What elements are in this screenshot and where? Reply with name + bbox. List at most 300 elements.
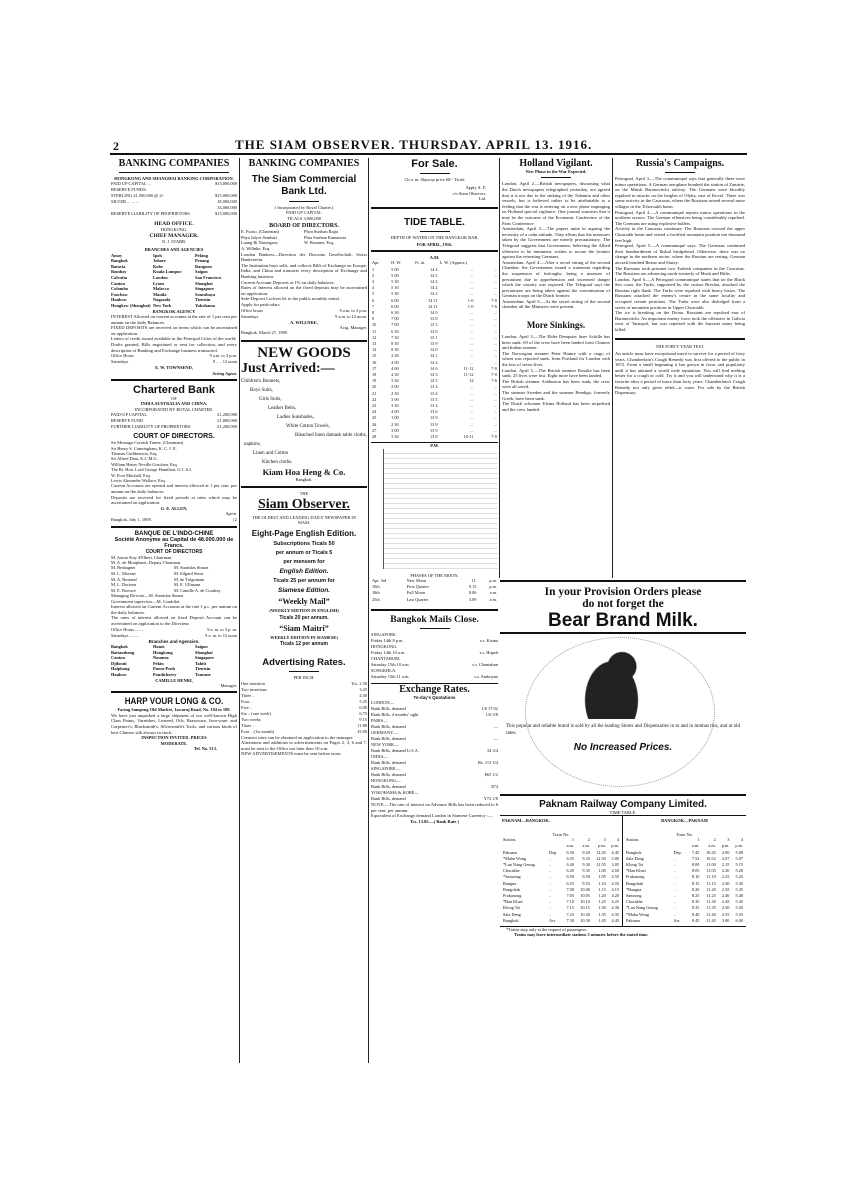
timetable-row-cell: 12.45 [596, 849, 606, 855]
moon-title: PHASES OF THE MOON. [410, 572, 459, 578]
branch: Colombo [111, 286, 129, 292]
tide-row-cell: 15 [372, 353, 377, 359]
court-heading: COURT OF DIRECTORS. [133, 433, 215, 441]
shop-telephone: Tel. No. 513. [193, 745, 217, 751]
director: Lewis Alexander Wallace, Esq. [111, 478, 166, 483]
exchange-rate-label: INDIA— [371, 754, 388, 760]
paragraph: The Norwegian steamer Peter Hamre with a cargo of wheat was reported sunk, from Portland for London with the loss of seven lives. [502, 350, 610, 368]
branch: Tientsin [195, 297, 211, 303]
tide-row-cell: ... [470, 403, 474, 409]
director: Phya Suriban Rajia [304, 229, 338, 235]
tide-row-cell: ... [493, 316, 497, 322]
bank-name: BANQUE DE L'INDO-CHINE [134, 530, 214, 537]
tide-row-cell: ... [470, 396, 474, 402]
apply-line: Apply A. F. [465, 185, 486, 191]
tide-row-cell: ... [470, 340, 474, 346]
director: Luang Ri Narongron [241, 240, 278, 246]
tide-row-cell: ... [493, 291, 497, 297]
rate-label: Three .. [241, 692, 255, 698]
timetable-row-cell: 8.30 [691, 899, 700, 905]
timetable-row-cell: 11.15 [706, 880, 716, 886]
paragraph: The British steamer Ashburton has been sunk; the crew were all saved. [502, 378, 610, 390]
timetable-row-cell: .. [673, 893, 676, 899]
timetable-row-cell: 4.35 [611, 911, 619, 917]
branch: Yokohama [195, 302, 216, 308]
bank-name: HONGKONG AND SHANGHAI BANKING CORPORATION. [114, 176, 234, 181]
timetable-bangkok-paknam [623, 816, 746, 926]
mail-value: s.s. Hupeh [479, 649, 498, 655]
timetable-paknam-bangkok [500, 816, 623, 926]
director: M. Edgard Stern [174, 571, 204, 576]
timetable-row-cell: .. [549, 905, 552, 911]
capital-line-label: PAID UP CAPITAL ... [111, 181, 151, 187]
for-sale-text: Ch a. m. Slipway price 60/- Ticals [404, 177, 465, 182]
timetable-row-cell: 9.50 [582, 874, 590, 880]
tide-row-cell: 6 00 [391, 303, 399, 309]
timetable-footnote: *Trains stop only at the request of passengers. [500, 926, 746, 932]
rate-label: Two insertions [241, 686, 267, 692]
timetable-row-cell: 1.10 [598, 880, 606, 886]
hours-value: 9 a.m. to 3 p.m. [339, 307, 367, 313]
paragraph: The Institution buys sells, and collects Bills of Exchange on Europe, India, and China and transacts every description of Exchange and Banking business. [241, 262, 367, 279]
timetable-row-cell: 10.15 [580, 905, 590, 911]
tide-row-cell: 7 30 [391, 334, 399, 340]
article-title: Holland Vigilant. [519, 158, 593, 169]
mail-label: HONGKONG. [371, 643, 398, 649]
rate-value: Tcs. 2.50 [351, 680, 367, 686]
tide-row-cell: 2 00 [391, 384, 399, 390]
tide-row-cell: 5 00 [391, 266, 399, 272]
bear-illustration [500, 634, 746, 724]
paragraph: Petrograd, April 5.—A communiqué says: The Germans continued their bombardment of Ikskul bridgehead. Otherwise, there was no change in the northern sector, where the Russian are resting. German aircraft bombed Rezno and Slutzy. [615, 243, 745, 265]
branch: Hankow [111, 297, 127, 303]
shop-name: HARP VOUR LONG & CO. [124, 696, 224, 708]
tide-row-cell: ... [493, 285, 497, 291]
timetable-row-cell: 6.30 [566, 849, 574, 855]
tide-month: FOR APRIL, 1916. [416, 242, 453, 248]
paragraph: London, April 2.—British newspapers, discussing what the Dutch newspapers telegraphed yesterday, are agreed that it is not due to the sinking of the Tubantia and other vessels, but is believed rather to be attributable to a feeling that the war is entering on a new phase impinging on Holland special vigilance. One journal surmises that it may be the outcome of the Economic Conference of the Paris Conference. [502, 181, 610, 226]
tide-row-cell: 4 00 [391, 409, 399, 415]
capital-lines [111, 412, 237, 430]
timetable-row-cell: .. [673, 855, 676, 861]
tide-row-cell: ... [470, 409, 474, 415]
signer: E. W. TOWNSEND, [155, 365, 193, 371]
timetable-row-cell: 6.55 [566, 880, 574, 886]
branch: Hanoi [153, 643, 165, 649]
tide-row-cell: 11-12 [463, 365, 474, 371]
ad-brand: Bear Brand Milk. [500, 610, 746, 634]
hours-value: 9 a. m. to 12 noon [205, 632, 237, 638]
timetable-row-cell: Sala Deng [626, 855, 644, 861]
timetable-row-cell: 1.15 [598, 886, 606, 892]
timetable-row-cell: *Ban Kluei [626, 868, 646, 874]
timetable-row-cell: 7.00 [566, 886, 574, 892]
branch: Tahiti [195, 660, 207, 666]
timetable-row-cell: 8.25 [691, 893, 700, 899]
exchange-rate-value: $74 [491, 784, 498, 790]
tide-row-cell: 20 [372, 384, 377, 390]
tide-column-header: L. W. (Approx.) [439, 260, 468, 266]
paragraph: London, April 6.—A Petrograd communiqué states that on the Black Sea coast, the Turks, supported by the cruiser Breslau, attacked the Russian right flank. The Turks were repulsed with heavy losses. The Russians attacked the enemy's centre in the same locality and occupied certain positions. The Turks were also dislodged from a series of mountain positions in Upper Choroukh. [615, 276, 745, 310]
exchange-bank-rate: Tcs. 13.05.—( Bank Rate ) [410, 819, 459, 825]
capital-line-label: RESERVE FUNDS. [111, 187, 147, 193]
timetable-row-cell: *Lan Nang Geung [503, 862, 535, 868]
branch: Canton [111, 280, 125, 286]
director: Sir Henry S. Cunningham, K. C. I. E. [111, 445, 177, 451]
tide-row-cell: 17 [372, 365, 377, 371]
observer-name: Siam Observer. [257, 496, 351, 512]
timetable-row-cell: 10.20 [580, 911, 590, 917]
train-number: 2 [587, 837, 590, 843]
timetable-row-cell: 2.25 [721, 874, 730, 880]
exchange-rate-value: $65 1/2 [484, 772, 498, 778]
tide-row-cell: ... [493, 384, 497, 390]
tide-row-cell: ... [493, 272, 497, 278]
tide-row-cell: 3 30 [391, 353, 399, 359]
tide-row-cell: 8 [372, 309, 375, 315]
branch: Penang [195, 258, 209, 264]
tide-row-cell: 13 9 [430, 340, 438, 346]
tide-row-cell: 7-6 [491, 378, 497, 384]
exchange-title: Exchange Rates. [371, 683, 498, 695]
moon-row [371, 597, 498, 603]
capital-line-value: £1,200,000 [217, 424, 237, 430]
office-hours [241, 308, 367, 320]
agency-title: BANGKOK AGENCY [152, 308, 196, 314]
am-label: A.M. [429, 254, 440, 260]
paragraph: The steamer Sweden and the steamer Bendigo, formerly Greek, have been sunk. [502, 390, 610, 401]
timetable-row-cell: 5.40 [735, 893, 743, 899]
tide-row-cell: 22 [372, 396, 377, 402]
article-title: More Sinkings. [526, 320, 586, 331]
time-unit: p.m. [598, 843, 606, 849]
timetable-row-cell: 6.50 [566, 874, 574, 880]
timetable-row-cell: 10.30 [580, 917, 590, 923]
timetable-row-cell: 4.15 [611, 886, 619, 892]
timetable-row-cell: .. [549, 893, 552, 899]
goods-item: Girls Suits, [259, 396, 282, 402]
director: Phra Suriban Kamanora [304, 234, 347, 240]
hours-label: Office Hours [111, 353, 134, 359]
tide-row-cell: 14 1 [430, 353, 438, 359]
exchange-subtitle: To-day's Quotations [413, 694, 456, 700]
chair-list [111, 555, 237, 566]
timetable-row-cell: 8.15 [691, 880, 700, 886]
branch: Batavia [111, 263, 126, 269]
timetable-heading: PAKNAM—BANGKOK. [502, 818, 550, 824]
mail-label: SINGAPORE. [371, 631, 397, 637]
moon-row-cell: Full Moon [406, 590, 426, 596]
tide-row-cell: ... [470, 415, 474, 421]
timetable-row-cell: Dep. [673, 849, 682, 855]
mail-value: s.s. Amboyna [474, 673, 498, 679]
timetable-row-cell: 2.30 [721, 880, 730, 886]
branch: Pondicherry [153, 671, 177, 677]
mail-label: Saturday 15th 11 a.m. [371, 673, 410, 679]
timetable-row-cell: 4.45 [611, 849, 619, 855]
mail-label: CHANTABURI. [371, 655, 401, 661]
tide-row-cell: 7-0 [491, 372, 497, 377]
directors-list [111, 565, 237, 593]
branch: Lyons [153, 280, 165, 286]
apply-line: c/o Siam Observer, [452, 190, 486, 196]
article-subtitle: New Phase in the War Expected. [525, 169, 587, 174]
timetable-row-cell: *Maha Wong [503, 855, 527, 861]
tide-row-cell: 14 [372, 347, 377, 353]
tide-row-cell: 9 [372, 316, 375, 322]
shop-paragraph: We have just unpacked a large shipment of our well-known High Class Paints, Varnishes, Linseed, Oils, Brassware, Iron-ware, and Carpenter's, Blacksmith's, Silversmith's Tools, and various kinds of best Chinese silk always in stock. [111, 712, 237, 735]
ad-slogan: No Increased Prices. [573, 742, 673, 753]
timetable-row-cell: 8.10 [691, 874, 700, 880]
tide-row-cell: 13 4 [430, 390, 438, 396]
tide-row-cell: 1 00 [391, 415, 399, 421]
column-4 [502, 158, 610, 578]
tide-row-cell: ... [493, 403, 497, 409]
paragraph: Alterations and additions to advertisements on Pages 2, 3, 6 and 7, must be sent to the Office not later than 10 a.m. [241, 740, 367, 751]
tide-row-cell: 1-0 [467, 303, 474, 309]
moon-row-cell: a.m. [489, 596, 497, 602]
tide-row-cell: 4 [372, 285, 375, 291]
rate-value: 3.25 [359, 686, 367, 692]
timetable-row-cell: 2.07 [721, 855, 730, 861]
seller-city: Bangkok. [295, 476, 313, 482]
article-body [615, 176, 745, 333]
moon-row-cell: First Quarter [406, 584, 429, 590]
timetable-row-cell: Klong Toi [626, 862, 644, 868]
tide-row-cell: 21 [372, 390, 377, 396]
timetable-row-cell: 6.45 [566, 868, 574, 874]
chief-manager-name: N. J. STABB. [161, 238, 187, 244]
timetable-row-cell: 10.52 [706, 855, 716, 861]
timetable-row-cell: Bangkok [503, 917, 519, 923]
page-number: 2 [113, 139, 119, 153]
timetable-row-cell: 4.50 [611, 868, 619, 874]
exchange-rate-label: Bank Bills, demand [371, 772, 406, 778]
timetable-row-cell: 4.30 [611, 905, 619, 911]
exchange-rate-label: LONDON— [371, 700, 394, 706]
timetable-row-cell: 6.35 [566, 855, 574, 861]
timetable-row-cell: Chorakhe [503, 868, 520, 874]
timetable-row-cell: .. [549, 862, 552, 868]
timetable-row-cell: Paknam [626, 917, 640, 923]
mails-list [371, 632, 498, 680]
tide-row-cell: 14 2 [430, 291, 438, 297]
branch: Johore [153, 258, 166, 264]
tide-row-cell: 7 00 [391, 322, 399, 328]
column-rule [368, 158, 369, 1063]
tide-row-cell: 7-0 [491, 297, 497, 303]
tide-row-cell: 13 9 [430, 415, 438, 421]
mail-label: SONGKHLA. [371, 667, 397, 673]
time-unit: a.m. [708, 843, 716, 849]
timetable-row-cell: 9.30 [582, 862, 590, 868]
timetable-row-cell: 5.50 [735, 905, 743, 911]
paragraph: Current Accounts are opened and interest allowed at 1 per cent. per annum on the daily balances. [111, 483, 237, 494]
station-header: Station. [626, 837, 640, 843]
hours-value: 9 a.m. to 3 p.m. [209, 353, 237, 359]
timetable-row-cell: .. [549, 874, 552, 880]
timetable-row-cell: 3.05 [611, 862, 619, 868]
timetable-row-cell: 6.00 [735, 917, 743, 923]
bank-region: INDIA AUSTRALIA AND CHINA. [140, 401, 208, 407]
capital-line-value: $15,000,000 [215, 211, 237, 217]
director: M. Aaron Stoy d'Elbert, Chairman. [111, 554, 173, 560]
goods-item: Kitchen cloths. [262, 459, 293, 465]
paragraph: Drafts granted, Bills negotiated or sent for collection, and every description of Banking and Exchange business transacted. [111, 341, 237, 353]
train-no-label: Train No. [676, 831, 693, 837]
branch: San Francisco [195, 275, 222, 280]
timetable-row-cell: 3.00 [611, 855, 619, 861]
paragraph: Amsterdam, April 4.—After a secret sitting of the second Chamber, the Government issued a statement regarding the suspension of furloughs, being a measure of precaution due to apprehension and increased danger which the country was exposed. The Telegraaf says the precautions are being taken against the concentration of German troops on the Dutch frontier. [502, 259, 610, 299]
tide-row-cell: 16 [372, 359, 377, 365]
timetable-row-cell: 4.25 [611, 899, 619, 905]
tide-row-cell: 13 1 [430, 334, 438, 340]
signer-title: Manager. [220, 682, 237, 688]
tide-row-cell: 27 [372, 427, 377, 433]
mail [371, 674, 498, 680]
timetable-row-cell: .. [673, 862, 676, 868]
paragraph: Deposits are received for fixed periods at rates which may be ascertained on application. [111, 494, 237, 506]
timetable-row-cell: 5.25 [735, 874, 743, 880]
branch: Sourabaya [195, 291, 216, 297]
director: A. Willnke, Esq. [241, 246, 271, 251]
timetable-row-cell: 8.20 [691, 886, 700, 892]
timetable-row-cell: 2.00 [721, 849, 730, 855]
tide-row-cell: 2 [372, 272, 375, 278]
timetable-row-cell: 12.55 [596, 862, 606, 868]
branch: Ipoh [153, 252, 162, 258]
director: W. Brunner, Esq. [304, 240, 335, 246]
goods-item: napkins, [244, 441, 261, 447]
tide-row-cell: ... [470, 353, 474, 359]
timetable-row-cell: 2.40 [721, 893, 730, 899]
tide-row-cell: 2 30 [391, 421, 399, 427]
timetable-row-cell: 12.50 [596, 855, 606, 861]
tide-column-header: H. W. [391, 260, 402, 266]
managers-list [111, 593, 237, 604]
tide-row-cell: 5 30 [391, 278, 399, 284]
subscription-line: Subscriptions Ticals 50 [273, 541, 335, 548]
bank-of: OF [171, 395, 177, 401]
timetable-row-cell: 3.00 [721, 917, 730, 923]
timetable-row-cell: Sala Deng [503, 911, 521, 917]
capital-line-label: RESERVE FUND [111, 418, 144, 424]
timetable-row-cell: 2.15 [721, 862, 730, 868]
director: E. Fiorio, (Chairman) [241, 229, 280, 235]
shop-note: MODERATE. [160, 740, 188, 746]
subscription-line: per annum or Ticals 5 [275, 550, 333, 557]
exchange-rate-label: Bank Bills, demand [371, 784, 406, 790]
tide-row-cell: ... [470, 266, 474, 272]
date: Bangkok, March 27, 1909. [241, 330, 289, 336]
tide-row-cell: 5 00 [391, 272, 399, 278]
paragraph: Rates of Interest allowed on the fixed deposits may be ascertained on application. [241, 285, 367, 296]
exchange-rate-label: Bank Bills, demand [371, 736, 406, 742]
branches-title: BRANCHES AND AGENCIES [144, 247, 204, 253]
timetable-row-cell: *Samrong [503, 874, 521, 880]
mail-label: Friday 14th 10 a.m. [371, 649, 406, 655]
branch: Pnom-Penh [153, 666, 175, 672]
timetable-row-cell: 7.15 [566, 905, 574, 911]
column-5 [615, 158, 745, 578]
capital-label: PAID UP CAPITAL [286, 210, 322, 216]
director: The Rt. Hon. Lord George Hamilton, G.C.S.I. [111, 467, 192, 473]
exchange-rate-label: Bank Bills, demand [371, 724, 406, 730]
timetable-row-cell: 8.35 [691, 905, 700, 911]
timetable-row-cell: 7.23 [566, 911, 574, 917]
tide-row-cell: 13 6 [430, 409, 438, 415]
paragraph: Amsterdam, April 6.—At the secret sitting of the second chamber all the Ministers were present. [502, 298, 610, 310]
timetable-row-cell: .. [549, 899, 552, 905]
tide-row-cell: 8 30 [391, 347, 399, 353]
moon-row-cell: 8.06 [468, 590, 477, 596]
timetable-row-cell: 9.20 [582, 849, 590, 855]
ad-headline: Just Arrived:— [241, 360, 335, 376]
article-body [502, 334, 610, 412]
signer-title: Actg. Manager. [339, 324, 367, 330]
rates-table [241, 681, 367, 735]
director: Thomas Cuthbertson, Esq. [111, 450, 158, 456]
tide-row-cell: 3 00 [391, 427, 399, 433]
timetable-row-cell: 2.20 [721, 868, 730, 874]
exchange-rate-label: PARIS— [371, 718, 388, 724]
branch: Calcutta [111, 275, 128, 280]
exchange-rate-label: Bank Bills, 4 months' sight [371, 712, 419, 718]
timetable-row-cell: 8.40 [691, 911, 700, 917]
apply-line: Ltd. [478, 196, 486, 202]
timetable-row-cell: Klong Toi [503, 905, 521, 911]
rate-label: Five .. [241, 704, 253, 710]
time-unit: p.m. [611, 843, 619, 849]
manager: Government supervisor—M. Coudrilat [111, 598, 180, 604]
timetable-row-cell: 7.45 [691, 849, 700, 855]
tide-row-cell: 19 [372, 378, 377, 384]
tide-row-cell: ... [493, 353, 497, 359]
branch: Peking [195, 252, 208, 258]
rate-value: 9.15 [359, 716, 367, 722]
timetable-row-cell: Prakanong [626, 874, 645, 880]
tide-row-cell: ... [470, 390, 474, 396]
tide-row-cell: ... [493, 340, 497, 346]
tide-row-cell: 14 0 [430, 309, 438, 315]
moon-row-cell: 11. [471, 578, 477, 584]
tide-row-cell: ... [470, 359, 474, 365]
paragraph: London, April 3.—The Elder Dempster liner Achille has been sunk. 69 of the crew have been landed from Chinese and Indian seamen. [502, 334, 610, 351]
timetable-row-cell: 5.15 [735, 862, 743, 868]
director: M. Camille A. de Coudray [174, 587, 221, 593]
tide-row-cell: ... [470, 384, 474, 390]
branch: Saigon [195, 269, 208, 275]
tide-row-cell: ... [470, 322, 474, 328]
bank-incorporation: INCORPORATED BY ROYAL CHARTER. [134, 406, 214, 412]
branch: Battambong [111, 649, 135, 655]
paragraph: London, April 5.—The British steamer Rosalie has been sunk. 25 lives were lost. Eight more have been landed. [502, 367, 610, 379]
timetable-row-cell: 11.05 [706, 868, 716, 874]
branch: Manila [153, 291, 167, 297]
timetable-row-cell: .. [549, 886, 552, 892]
tide-row-cell: ... [493, 390, 497, 396]
moon-row-cell: p.m. [489, 578, 497, 584]
branch: Noumea [153, 655, 169, 661]
tide-row-cell: 18 [372, 372, 377, 377]
timetable-row-cell: .. [549, 868, 552, 874]
tide-row-cell: 11-12 [463, 372, 474, 377]
timetable-row-cell: 1.05 [598, 874, 606, 880]
timetable-footnote: Trains may leave intermediate stations 5 minutes before the stated time. [514, 932, 649, 938]
branch: Malacca [153, 286, 169, 292]
tide-row-cell: ... [470, 309, 474, 315]
chief-manager-label: CHIEF MANAGER. [149, 232, 199, 239]
